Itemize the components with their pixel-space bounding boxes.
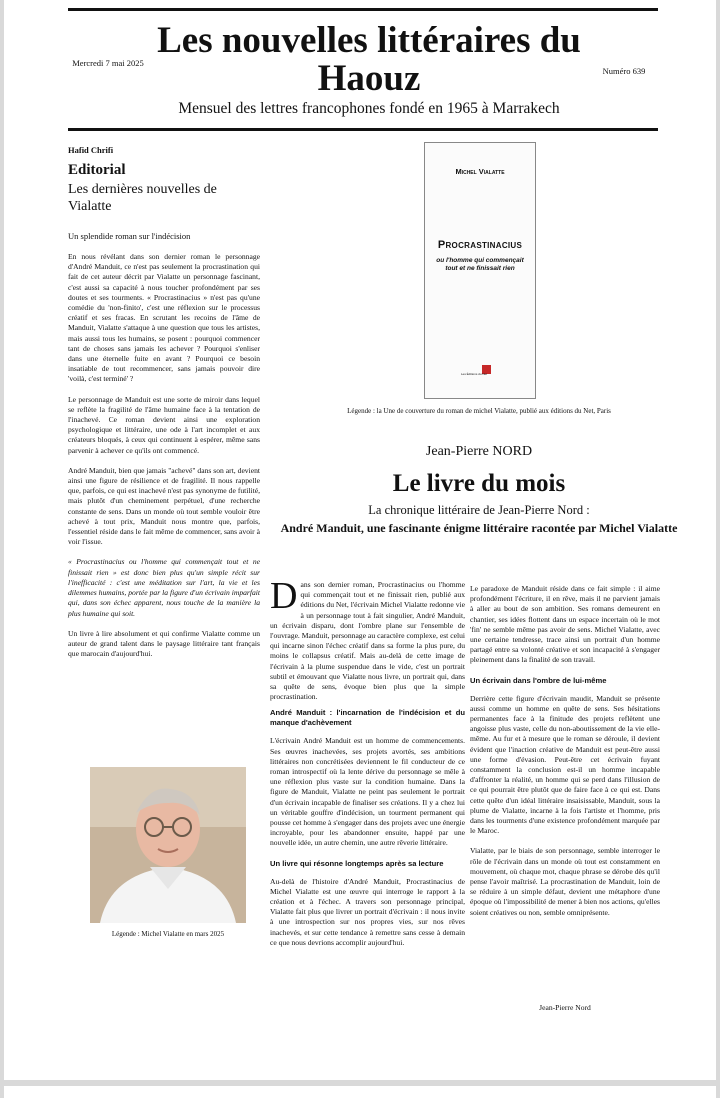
newspaper-title: Les nouvelles littéraires du Haouz <box>157 20 581 99</box>
article-paragraph: Vialatte, par le biais de son personnage, semble interroger le rôle de l'écrivain dans un monde où tout est constamment en mouvement, où chaque mot, chaque phrase se dérobe dès qu'il pense l'avoir maîtrisé. La procrastination de Manduit, loin de se réduire à un simple défaut, devient une métaphore d'une époque où l'impossibilité de mener à bien nos actions, qu'elles soient créatives ou non, semble omniprésente. <box>470 846 660 917</box>
issue-date: Mercredi 7 mai 2025 <box>72 58 144 68</box>
publisher-name: Les Éditions du Net <box>461 372 488 376</box>
article-paragraph: Derrière cette figure d'écrivain maudit, Manduit se présente aussi comme un homme en quête de sens. Ses hésitations permanentes face à la finitude des projets reflètent une angoisse plus vaste, celle du non-aboutissement de la vie elle-même. Au fur et à mesure que le roman se déroule, il devient évident que l'inaction créative de Manduit est peut-être aussi une forme d'évasion. Peut-être cet écrivain fuyant constamment la conclusion est-il un homme incapable d'affronter la réalité, un homme qui se perd dans l'illusion de ce qui pourrait être plutôt que de faire face à ce qui est. Dans cette quête d'un idéal littéraire insaisissable, Manduit, sous la plume de Vialatte, incarne à la fois l'artiste et l'homme, pris dans les tourments d'une existence profondément marquée par le Maroc. <box>470 693 660 836</box>
article-intro-paragraph <box>270 575 465 702</box>
subheading: André Manduit : l'incarnation de l'indécision et du manque d'achèvement <box>270 708 465 728</box>
editorial-body <box>68 252 260 669</box>
column-byline: Jean-Pierre NORD <box>425 444 533 459</box>
newspaper-subtitle: Mensuel des lettres francophones fondé en 1965 à Marrakech <box>178 100 560 117</box>
editorial-title: Editorial <box>68 162 126 178</box>
cover-caption: Légende : la Une de couverture du roman de michel Vialatte, publié aux éditions du Net, Paris <box>347 407 611 415</box>
author-photo <box>90 767 246 923</box>
photo-caption: Légende : Michel Vialatte en mars 2025 <box>111 930 225 938</box>
editorial-paragraph: Le personnage de Manduit est une sorte de miroir dans lequel se reflète la fragilité de l'âme humaine face à la tentation de l'inachevé. Ce roman devient ainsi une exploration psychologique et littéraire, une ode à l'art incomplet et aux créateurs bloqués, à ceux qui continuent à espérer, même sans parvenir à achever ce qu'ils ont commencé. <box>68 394 260 455</box>
section-subtitle: La chronique littéraire de Jean-Pierre Nord : <box>368 503 590 517</box>
editorial-paragraph: Un livre à lire absolument et qui confirme Vialatte comme un auteur de grand talent dans le paysage littéraire tant français que marocain d'aujourd'hui. <box>68 628 260 659</box>
article-paragraph: Le paradoxe de Manduit réside dans ce fait simple : il aime profondément l'écriture, il en rêve, mais il ne parvient jamais à aller au bout de son ambition. Ses romans demeurent en chantier, ses idées flottent dans un espace incertain où le mot 'fin' ne semble même pas avoir de sens. Michel Vialatte, avec une certaine tendresse, trace ainsi un portrait d'un homme partagé entre sa volonté créative et son incapacité à s'engager pleinement dans la finalité de son travail. <box>470 584 660 665</box>
top-rule <box>68 8 658 11</box>
article-paragraph: Au-delà de l'histoire d'André Manduit, Procrastinacius de Michel Vialatte est une œuvre qui interroge le rapport à la création et à l'échec. A travers son personnage principal, Vialatte fait plus que livrer un portrait d'écrivain : il nous invite à une introspection sur nos propres vies, sur nos rêves inachevés, et sur cette tendance à remettre sans cesse à demain ce que nous devrions accomplir aujourd'hui. <box>270 876 465 947</box>
drop-cap: D <box>270 575 298 617</box>
subheading: Un écrivain dans l'ombre de lui-même <box>470 675 607 685</box>
editorial-kicker: Un splendide roman sur l'indécision <box>68 231 191 241</box>
next-page-edge <box>4 1086 716 1098</box>
article-headline: André Manduit, une fascinante énigme littéraire racontée par Michel Vialatte <box>280 521 678 535</box>
author-portrait-image <box>90 767 246 923</box>
editorial-subtitle: Les dernières nouvelles de Vialatte <box>68 182 217 214</box>
editorial-author: Hafid Chrifi <box>68 145 114 155</box>
article-paragraph: L'écrivain André Manduit est un homme de commencements. Ses œuvres inachevées, ses projets avortés, ses ambitions littéraires non concrétisées deviennent le fil conducteur de ce roman introspectif où la lente dérive du personnage se mêle à une réflexion plus vaste sur la condition humaine. Dans la figure de Manduit, Vialatte ne peint pas seulement le portrait d'un écrivain incapable de finaliser ses créations. Il y a chez lui un véritable gouffre d'indécision, un tourment permanent qui pousse cet homme à s'engager dans des projets avec une énergie incroyable, pour les abandonner ensuite, happé par une nouvelle idée, un autre chemin, une autre rêverie littéraire. <box>270 736 465 848</box>
editorial-paragraph: « Procrastinacius ou l'homme qui commençait tout et ne finissait rien » est donc bien plus qu'un simple récit sur l'inefficacité : c'est une méditation sur l'art, la vie et les dilemmes humains, portée par la figure d'un écrivain imparfait qui, dans son échec apparent, nous touche de la manière la plus humaine qui soit. <box>68 557 260 618</box>
cover-title: Procrastinacius <box>437 239 523 251</box>
cover-author: Michel Vialatte <box>455 167 505 176</box>
subheading: Un livre qui résonne longtemps après sa lecture <box>270 858 444 868</box>
newspaper-page <box>4 0 716 1080</box>
article-column-2 <box>470 584 660 928</box>
section-title: Le livre du mois <box>392 470 566 497</box>
book-cover <box>424 142 536 399</box>
editorial-paragraph: En nous révélant dans son dernier roman le personnage d'André Manduit, ce n'est pas seulement la procrastination qui fait de cet auteur décrit par Vialatte un personnage fascinant, c'est aussi sa capacité à nous toucher profondément par ses doutes et ses tourments. « Procrastinacius » n'est pas qu'une comédie du 'non-finito', c'est une réflexion sur le processus créatif et ses fracas. En scrutant les recoins de l'âme de Manduit, Vialatte s'attaque à une question que tous les artistes, mais aussi tous les humains, se posent : pourquoi commencer tant de choses sans jamais les achever ? Pourquoi s'enliser dans une éternelle fuite en avant ? Pourquoi ce besoin insatiable de tout recommencer, sans jamais pouvoir dire 'voilà, c'est terminé' ? <box>68 252 260 384</box>
article-column-1 <box>270 575 465 958</box>
cover-subtitle: ou l'homme qui commençait tout et ne finissait rien <box>436 257 524 272</box>
issue-number: Numéro 639 <box>602 66 646 76</box>
publisher-logo <box>461 365 491 379</box>
masthead-rule <box>68 128 658 131</box>
editorial-paragraph: André Manduit, bien que jamais "achevé" dans son art, devient ainsi une figure de résilience et de fragilité. Il nous rappelle que, parfois, ce qui est inachevé n'est pas synonyme de futilité, mais plutôt d'un cheminement perpétuel, d'une recherche constante de sens. Dans un monde où tout semble vouloir être achevé à tout prix, Manduit nous montre que, parfois, l'essentiel réside dans le fait même de commencer, sans avoir à voir l'issue. <box>68 465 260 547</box>
article-intro-text: ans son dernier roman, Procrastinacius ou l'homme qui commençait tout et ne finissait rien, publié aux éditions du Net, l'écrivain Michel Vialatte redonne vie à un personnage tout à fait singulier, André Manduit, un écrivain disparu, dont l'ombre plane sur l'ensemble de l'ouvrage. Manduit, personnage au caractère complexe, est celui qui incarne sinon l'échec créatif dans sa forme la plus pure, du moins le collapsus créatif. Mais au-delà de cette image de l'écrivain à la plume suspendue dans le vide, c'est un portrait subtil et émouvant que Vialatte nous livre, un portrait qui, dans sa quête de sens, évoque bien plus que la simple procrastination. <box>270 580 465 702</box>
article-signature: Jean-Pierre Nord <box>539 1003 591 1012</box>
